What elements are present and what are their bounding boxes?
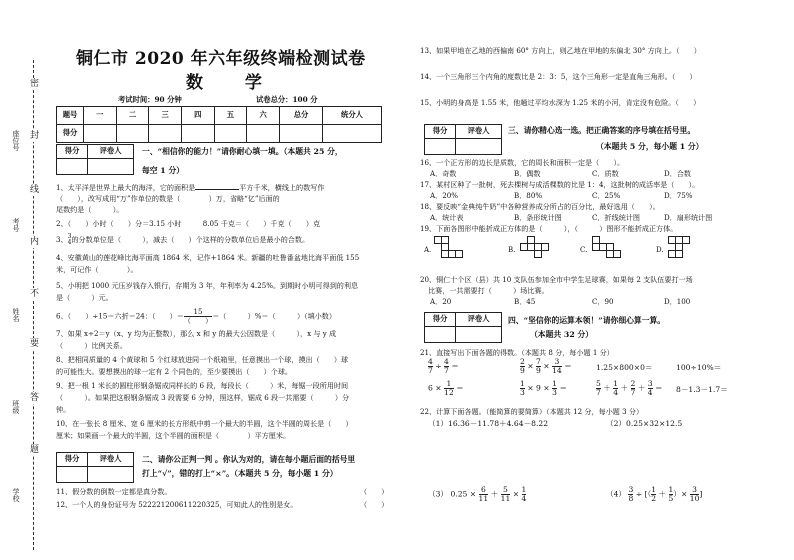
q18-option-c[interactable]: C．折线统计图	[592, 213, 640, 222]
score-header: 总分	[280, 107, 323, 125]
question-10b: 厘米；如果画一个最大的半圆，这个半圆的面积是（ ）平方厘米。	[56, 431, 291, 440]
seal-char: 答	[30, 393, 40, 403]
grader-cell[interactable]	[456, 327, 502, 343]
q18-option-b[interactable]: B．条形统计图	[514, 213, 562, 222]
question-5a: 5、小明把 1000 元压岁钱存入银行，存期为 3 年，年利率为 4.25%。到期时小明可得到的利息	[56, 281, 359, 290]
score-header: 题号	[57, 107, 84, 125]
grader-label: 评卷人	[456, 125, 502, 139]
section3-sub: （本题共 5 分，每小题 1 分）	[596, 142, 704, 151]
math-item: 5 7 ＋ 1 4 ＋ 2 7 ＋ 3 4 ＝	[596, 379, 663, 397]
grader-cell[interactable]	[88, 467, 134, 483]
q18-option-a[interactable]: A．统计表	[430, 213, 464, 222]
question-6: 6、（ ）÷15＝六折＝24：（ ）＝ 15 （ ） ＝（ ）%＝（ ）（填小数）	[56, 307, 336, 325]
cube-net-a[interactable]	[434, 236, 474, 262]
question-17: 17、某村区种了一批树，死去棵树与成活棵数的比是 1：4，这批树的成活率是（ ）。	[420, 180, 700, 189]
question-1d: 尾数约是（ ）。	[56, 205, 124, 214]
section1-title: 一、“相信你的能力！”请你耐心填一填。（本题共 25 分，	[142, 147, 343, 156]
score-cell[interactable]	[57, 159, 88, 175]
strip-label-exam-no: 考号	[12, 218, 20, 232]
math-item: 1.25×800×0＝	[596, 363, 653, 372]
exam-time: 考试时间：90 分钟	[118, 95, 182, 104]
math-item: 1 3 × 9 × 1 3 ＝	[520, 379, 567, 397]
score-table	[56, 106, 382, 143]
q17-option-c[interactable]: C．25%	[592, 191, 621, 200]
q19-label-d: D.	[656, 246, 664, 254]
section3-score-box	[424, 124, 502, 155]
score-cell[interactable]	[425, 139, 456, 155]
q20-option-c[interactable]: C．90	[592, 297, 614, 306]
section3-title: 三、请你精心选一选。把正确答案的序号填在括号里。	[508, 126, 696, 135]
score-header: 六	[247, 107, 280, 125]
math-item: 2 9 × 7 9 × 3 14 ＝	[520, 357, 572, 375]
q16-option-a[interactable]: A．奇数	[430, 169, 457, 178]
strip-label-school: 学校	[12, 488, 20, 502]
question-22-3: （3） 0.25 × 6 11 ＋ 5 11 × 1 4	[428, 485, 527, 503]
question-5b: 是（ ）元。	[56, 293, 113, 302]
seal-char: 密	[30, 79, 40, 89]
q19-label-c: C.	[580, 246, 588, 254]
question-22-2: （2）0.25×32×12.5	[606, 419, 683, 428]
score-header: 二	[116, 107, 149, 125]
question-12: 12、一个人的身份证号为 522221200611220325，可知此人的性别是女。	[56, 500, 298, 509]
score-label: 得分	[425, 125, 456, 139]
question-7b: （ ）比例关系。	[56, 341, 127, 350]
q17-option-b[interactable]: B．80%	[514, 191, 543, 200]
strip-label-name: 姓名	[12, 308, 20, 322]
q16-option-d[interactable]: D．合数	[664, 169, 691, 178]
q19-label-a: A.	[424, 246, 432, 254]
section2-score-box	[56, 452, 134, 483]
grader-label: 评卷人	[456, 313, 502, 327]
score-cell[interactable]	[214, 125, 247, 143]
section4-score-box	[424, 312, 502, 343]
question-4a: 4、安徽黄山的莲花峰比海平面高 1864 米，记作+1864 米。新疆的吐鲁番盆地比海平面低 155	[56, 253, 360, 262]
question-15: 15、小明的身高是 1.55 米，他趟过平均水深为 1.25 米的小河，肯定没有危险。（ ）	[420, 98, 701, 107]
cube-net-b[interactable]	[520, 236, 560, 262]
q19-label-b: B.	[508, 246, 516, 254]
seal-char: 内	[30, 237, 40, 247]
question-9a: 9、把一根 1 米长的圆柱形钢条锯成同样长的 6 段，每段长（ ）米，每锯一段所用时间	[56, 381, 349, 390]
score-cell[interactable]	[57, 467, 88, 483]
seal-char: 题	[30, 445, 40, 455]
cube-net-c[interactable]	[592, 236, 632, 262]
section1-score-box	[56, 144, 134, 175]
question-21: 21、直接写出下面各题的得数。（本题共 8 分，每小题 1 分）	[420, 348, 614, 357]
section2-title: 二、请你公正判一判 。你认为对的，请在每小题后面的括号里	[142, 455, 356, 464]
math-item: 8－1.3－1.7＝	[676, 385, 728, 394]
section4-title: 四、“坚信你的运算本领！”请你细心算一算。	[508, 316, 666, 325]
question-8a: 8、把相同质量的 4 个黄球和 5 个红球放进同一个纸箱里，任意摸出一个球，摸出（ ）球	[56, 355, 349, 364]
score-label: 得分	[57, 453, 88, 467]
q20-option-b[interactable]: B．45	[514, 297, 536, 306]
q16-option-c[interactable]: C．质数	[592, 169, 619, 178]
q17-option-a[interactable]: A．20%	[430, 191, 458, 200]
score-header: 四	[181, 107, 214, 125]
question-22: 22、计算下面各题。（能简算的要简算）（本题共 12 分，每小题 3 分）	[420, 407, 644, 416]
question-19: 19、下面各图形中能折成正方体的是（ ），（ ）图形不能折成正方体。	[420, 224, 678, 233]
grader-cell[interactable]	[456, 139, 502, 155]
question-8b: 的可能性大。要想摸出的球一定有 2 个同色的，至少要摸出（ ）个球。	[56, 367, 293, 376]
seal-char: 要	[30, 339, 40, 349]
grader-cell[interactable]	[88, 159, 134, 175]
score-label: 得分	[57, 145, 88, 159]
question-22-4: （4） 3 8 ÷ [（ 1 2 ＋ 1 5）× 3 10]	[606, 485, 703, 503]
question-3: 3、3 4的分数单位是（ ），减去（ ）个这样的分数单位后是最小的合数。	[56, 233, 310, 246]
section4-sub: （本题共 32 分）	[530, 330, 594, 339]
score-row-label: 得分	[57, 125, 84, 143]
question-11-answer[interactable]: （ ）	[360, 487, 389, 496]
score-header: 统分人	[323, 107, 382, 125]
score-header: 三	[149, 107, 182, 125]
score-cell[interactable]	[323, 125, 382, 143]
question-12-answer[interactable]: （ ）	[360, 500, 389, 509]
section1-sub: 每空 1 分）	[142, 166, 185, 175]
question-22-1: （1）16.36－11.78＋4.64－8.22	[428, 419, 549, 428]
question-2: 2、（ ）小时（ ）分＝3.15 小时 8.05 千克＝（ ）千克（ ）克	[56, 219, 321, 228]
strip-label-class: 班级	[12, 400, 20, 414]
score-cell[interactable]	[280, 125, 323, 143]
question-11: 11、假分数的倒数一定都是真分数。	[56, 487, 172, 496]
seal-char: 不	[30, 289, 40, 299]
grader-label: 评卷人	[88, 145, 134, 159]
question-13: 13、如果甲地在乙地的西偏南 60° 方向上，则乙地在甲地的东偏北 30° 方向上。（ ）	[420, 46, 701, 55]
question-20b: 比赛，一共需要打（ ）场比赛。	[428, 286, 549, 295]
math-item: 4 7 ÷ 4 7 ＝	[428, 357, 459, 375]
grader-label: 评卷人	[88, 453, 134, 467]
score-cell[interactable]	[84, 125, 117, 143]
question-4b: 米，可记作（ ）。	[56, 265, 138, 274]
q20-option-a[interactable]: A．20	[430, 297, 452, 306]
question-9d: 钟。	[56, 405, 71, 414]
q16-option-b[interactable]: B．偶数	[514, 169, 541, 178]
cube-net-d[interactable]	[668, 236, 708, 262]
q17-option-d[interactable]: D．75%	[664, 191, 693, 200]
question-18: 18、要反映“金典纯牛奶”中各种营养成分所占的百分比，最好选用（ ）。	[420, 202, 660, 211]
score-cell[interactable]	[116, 125, 149, 143]
seal-char: 封	[30, 131, 40, 141]
score-header: 五	[214, 107, 247, 125]
score-cell[interactable]	[425, 327, 456, 343]
score-header: 一	[84, 107, 117, 125]
question-20a: 20、铜仁十个区（县）共 10 支队伍参加全市中学生足球赛，如果每 2 支队伍要打一场	[420, 275, 693, 284]
math-item: 100÷10%＝	[676, 363, 722, 372]
score-cell[interactable]	[149, 125, 182, 143]
exam-subject: 数 学	[186, 73, 280, 93]
seal-char: 线	[30, 185, 40, 195]
q20-option-d[interactable]: D．100	[664, 297, 691, 306]
question-16: 16、一个正方形的边长是质数，它的周长和面积一定是（ ）。	[420, 158, 625, 167]
strip-label-seat: 座位号	[12, 130, 20, 151]
question-9c: （ ）。如果把这根钢条锯成 3 段需要 6 分钟，照这样，锯成 6 段一共需要（ ）分	[56, 393, 350, 402]
score-cell[interactable]	[181, 125, 214, 143]
question-1a: 1、太平洋是世界上最大的海洋，它的面积是 平方千米，横线上的数写作	[56, 183, 325, 192]
section2-sub: 打上“√”，错的打上“×”。（本题共 5 分，每小题 1 分）	[142, 469, 338, 478]
math-item: 6 × 1 12 ＝	[428, 379, 464, 397]
exam-total: 试卷总分：100 分	[256, 95, 318, 104]
question-1c: （ ），改写成用“万”作单位的数是（ ）万，省略“亿”后面的	[56, 194, 280, 203]
score-label: 得分	[425, 313, 456, 327]
question-7a: 7、如果 x÷2＝y（x、y 均为正整数），那么 x 和 y 的最大公因数是（ ），x 与 y 成	[56, 329, 337, 338]
q18-option-d[interactable]: D．扇形统计图	[664, 213, 713, 222]
score-cell[interactable]	[247, 125, 280, 143]
exam-title: 铜仁市 2020 年六年级终端检测试卷	[76, 49, 366, 69]
question-10a: 10、在一张长 8 厘米、宽 6 厘米的长方形纸中剪一个最大的半圆，这个半圆的周长是（ ）	[56, 419, 353, 428]
question-14: 14、一个三角形三个内角的度数比是 2：3：5，这个三角形一定是直角三角形。（ ）	[420, 72, 697, 81]
